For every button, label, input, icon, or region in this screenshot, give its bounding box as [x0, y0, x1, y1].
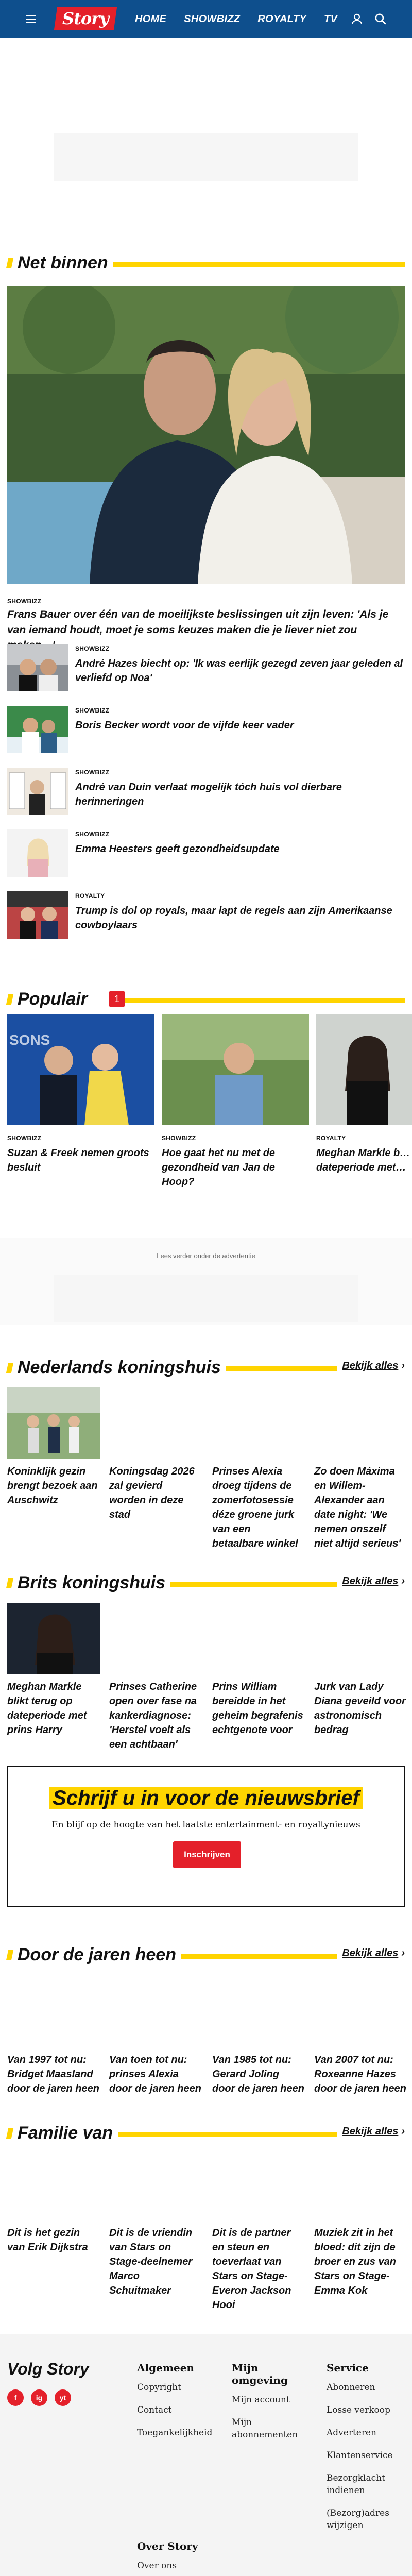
article-category: SHOWBIZZ — [75, 831, 110, 838]
card-title[interactable]: Dit is de partner en steun en toeverlaat van Stars on Stage-Everon Jackson Hooi — [212, 2227, 291, 2311]
newsletter-title: Schrijf u in voor de nieuwsbrief — [49, 1787, 363, 1809]
view-all-link[interactable]: Bekijk alles › — [337, 1947, 405, 1959]
section-title: Nederlands koningshuis — [7, 1358, 226, 1378]
section-door-de-jaren-heen — [7, 1944, 405, 1965]
nav-showbizz[interactable]: SHOWBIZZ — [184, 13, 241, 25]
grid-card[interactable] — [109, 1464, 202, 1522]
article-thumbnail — [7, 829, 68, 877]
grid-card[interactable] — [7, 1603, 100, 1674]
footer-link[interactable]: Abonneren — [327, 2382, 375, 2393]
grid-card[interactable] — [212, 1680, 305, 1737]
ad-label: Lees verder onder de advertentie — [157, 1252, 255, 1260]
footer-link[interactable]: (Bezorg)adres wijzigen — [327, 2508, 389, 2531]
card-title[interactable]: Prinses Alexia droeg tijdens de zomerfotosessie déze groene jurk van een betaalbare winkel — [212, 1466, 298, 1549]
article-title[interactable]: Boris Becker wordt voor de vijfde keer vader — [75, 720, 294, 731]
article-thumbnail — [7, 891, 68, 939]
list-item[interactable] — [7, 768, 405, 815]
section-title: Familie van — [7, 2123, 118, 2143]
instagram-glyph: ig — [36, 2394, 43, 2402]
footer-col-title: Service — [327, 2362, 369, 2374]
card-title[interactable]: Muziek zit in het bloed: dit zijn de broer en zus van Stars on Stage-Emma Kok — [314, 2227, 396, 2296]
popular-title[interactable]: Hoe gaat het nu met de gezondheid van Jan de Hoop? — [162, 1147, 276, 1188]
footer-link[interactable]: Bezorgklacht indienen — [327, 2473, 385, 2496]
card-image — [7, 1603, 100, 1674]
footer-col-mijn-omgeving — [232, 2362, 309, 2451]
article-thumbnail — [7, 706, 68, 753]
popular-category: SHOWBIZZ — [7, 1134, 42, 1142]
footer-link[interactable]: Copyright — [137, 2382, 181, 2393]
menu-icon[interactable] — [26, 15, 36, 23]
facebook-glyph: f — [14, 2394, 17, 2402]
site-header — [0, 0, 412, 38]
hero-image[interactable] — [7, 286, 405, 584]
section-brits-koningshuis — [7, 1572, 405, 1593]
card-title[interactable]: Dit is het gezin van Erik Dijkstra — [7, 2227, 88, 2253]
ad-slot-mid — [54, 1275, 358, 1322]
list-item[interactable] — [7, 891, 405, 939]
card-title[interactable]: Van 1985 tot nu: Gerard Joling door de jaren heen — [212, 2054, 304, 2094]
footer-col-algemeen — [137, 2362, 212, 2449]
follow-title: Volg Story — [7, 2360, 89, 2378]
search-icon[interactable] — [374, 12, 387, 26]
footer-link[interactable]: Over ons — [137, 2561, 177, 2571]
grid-card[interactable] — [314, 1464, 407, 1551]
popular-rank-badge: 1 — [109, 991, 125, 1007]
article-title[interactable]: André Hazes biecht op: 'Ik was eerlijk gezegd zeven jaar geleden al verliefd op Noa' — [75, 658, 403, 684]
card-title[interactable]: Van toen tot nu: prinses Alexia door de jaren heen — [109, 2054, 201, 2094]
section-title: Populair — [7, 989, 112, 1009]
popular-card[interactable] — [316, 1014, 412, 1175]
grid-card[interactable] — [314, 2226, 407, 2298]
footer-link[interactable]: Mijn abonnementen — [232, 2417, 298, 2440]
article-category: SHOWBIZZ — [75, 769, 110, 776]
card-title[interactable]: Van 1997 tot nu: Bridget Maasland door de jaren heen — [7, 2054, 99, 2094]
card-image — [7, 1387, 100, 1459]
footer-link[interactable]: Adverteren — [327, 2428, 376, 2438]
grid-card[interactable] — [314, 2053, 407, 2096]
list-item[interactable] — [7, 706, 405, 753]
footer-link[interactable]: Mijn account — [232, 2395, 290, 2405]
article-title[interactable]: André van Duin verlaat mogelijk tóch huis vol dierbare herinneringen — [75, 782, 342, 807]
section-net-binnen — [7, 252, 405, 273]
youtube-glyph: yt — [59, 2394, 66, 2402]
grid-card[interactable] — [7, 2053, 100, 2096]
footer-col-over-story — [137, 2540, 217, 2576]
section-title: Net binnen — [7, 253, 113, 273]
article-category: SHOWBIZZ — [75, 645, 110, 652]
article-title[interactable]: Trump is dol op royals, maar lapt de regels aan zijn Amerikaanse cowboylaars — [75, 905, 392, 931]
grid-card[interactable] — [212, 2053, 305, 2096]
section-nederlands-koningshuis — [7, 1357, 405, 1378]
instagram-icon[interactable] — [31, 2389, 47, 2406]
grid-card[interactable] — [109, 1680, 202, 1752]
grid-card-title-wrap — [7, 1464, 100, 1507]
list-item[interactable] — [7, 829, 405, 877]
grid-card[interactable] — [212, 1464, 305, 1551]
article-category: SHOWBIZZ — [75, 707, 110, 714]
hero-category: SHOWBIZZ — [7, 598, 42, 605]
card-title[interactable]: Dit is de vriendin van Stars on Stage-deelnemer Marco Schuitmaker — [109, 2227, 193, 2296]
footer-link[interactable]: Klantenservice — [327, 2450, 393, 2461]
facebook-icon[interactable] — [7, 2389, 24, 2406]
grid-card[interactable] — [109, 2053, 202, 2096]
popular-image — [162, 1014, 309, 1125]
article-title[interactable]: Emma Heesters geeft gezondheidsupdate — [75, 843, 280, 855]
card-title[interactable]: Meghan Markle blikt terug op dateperiode met prins Harry — [7, 1681, 87, 1736]
card-title[interactable]: Koninklijk gezin brengt bezoek aan Auschwitz — [7, 1466, 98, 1506]
grid-card-title-wrap — [7, 1680, 100, 1737]
grid-card[interactable] — [212, 2226, 305, 2312]
subscribe-button[interactable]: Inschrijven — [173, 1841, 241, 1868]
footer-col-service — [327, 2362, 404, 2542]
popular-title[interactable]: Meghan Markle b… dateperiode met… — [316, 1147, 410, 1173]
footer-link[interactable]: Toegankelijkheid — [137, 2428, 213, 2438]
nav-royalty[interactable]: ROYALTY — [258, 13, 306, 25]
grid-card[interactable] — [7, 2226, 100, 2255]
article-category: ROYALTY — [75, 892, 105, 900]
section-title: Brits koningshuis — [7, 1573, 170, 1593]
footer-col-title: Over Story — [137, 2540, 198, 2552]
popular-card[interactable] — [7, 1014, 154, 1175]
popular-category: ROYALTY — [316, 1134, 346, 1142]
article-thumbnail — [7, 644, 68, 691]
view-all-link[interactable]: Bekijk alles › — [337, 1360, 405, 1372]
footer-link[interactable]: Contact — [137, 2405, 172, 2415]
footer-col-title: Mijn omgeving — [232, 2362, 288, 2386]
nav-tv[interactable]: TV — [323, 13, 338, 25]
grid-card[interactable] — [7, 1387, 100, 1459]
view-all-link[interactable]: Bekijk alles › — [337, 2126, 405, 2138]
card-title[interactable]: Prinses Catherine open over fase na kankerdiagnose: 'Herstel voelt als een achtbaan' — [109, 1681, 197, 1750]
section-familie-van — [7, 2123, 405, 2143]
grid-card[interactable] — [314, 1680, 407, 1737]
popular-category: SHOWBIZZ — [162, 1134, 196, 1142]
card-title[interactable]: Jurk van Lady Diana geveild voor astronomisch bedrag — [314, 1681, 406, 1736]
section-populair — [7, 989, 405, 1009]
grid-card[interactable] — [109, 2226, 202, 2298]
user-icon[interactable] — [350, 12, 364, 26]
footer-link[interactable]: Losse verkoop — [327, 2405, 390, 2415]
ad-slot-top — [54, 133, 358, 181]
popular-title[interactable]: Suzan & Freek nemen groots besluit — [7, 1147, 149, 1173]
card-title[interactable]: Prins William bereidde in het geheim begrafenis echtgenote voor — [212, 1681, 303, 1736]
popular-image — [316, 1014, 412, 1125]
newsletter-subtitle: En blijf op de hoogte van het laatste entertainment- en royaltynieuws — [52, 1820, 360, 1830]
main-nav — [135, 13, 337, 25]
list-item[interactable] — [7, 644, 405, 691]
youtube-icon[interactable] — [55, 2389, 71, 2406]
newsletter-box — [7, 1766, 405, 1907]
footer-col-title: Algemeen — [137, 2362, 194, 2374]
article-thumbnail — [7, 768, 68, 815]
popular-image — [7, 1014, 154, 1125]
logo-text: Story — [62, 9, 109, 28]
card-title[interactable]: Koningsdag 2026 zal gevierd worden in deze stad — [109, 1466, 195, 1520]
view-all-link[interactable]: Bekijk alles › — [337, 1575, 405, 1587]
card-title[interactable]: Zo doen Máxima en Willem-Alexander aan date night: 'We nemen onszelf niet altijd serieus' — [314, 1466, 401, 1549]
card-title[interactable]: Van 2007 tot nu: Roxeanne Hazes door de jaren heen — [314, 2054, 406, 2094]
svg-text:SONS: SONS — [9, 1032, 50, 1048]
section-title: Door de jaren heen — [7, 1945, 181, 1965]
nav-home[interactable]: HOME — [135, 13, 167, 25]
hero-title[interactable]: Frans Bauer over één van de moeilijkste beslissingen uit zijn leven: 'Als je van iemand houdt, moet je soms keuzes maken die je liever niet zou — [7, 608, 389, 636]
popular-card[interactable] — [162, 1014, 309, 1189]
site-footer — [0, 2334, 412, 2576]
story-logo[interactable] — [54, 7, 117, 30]
